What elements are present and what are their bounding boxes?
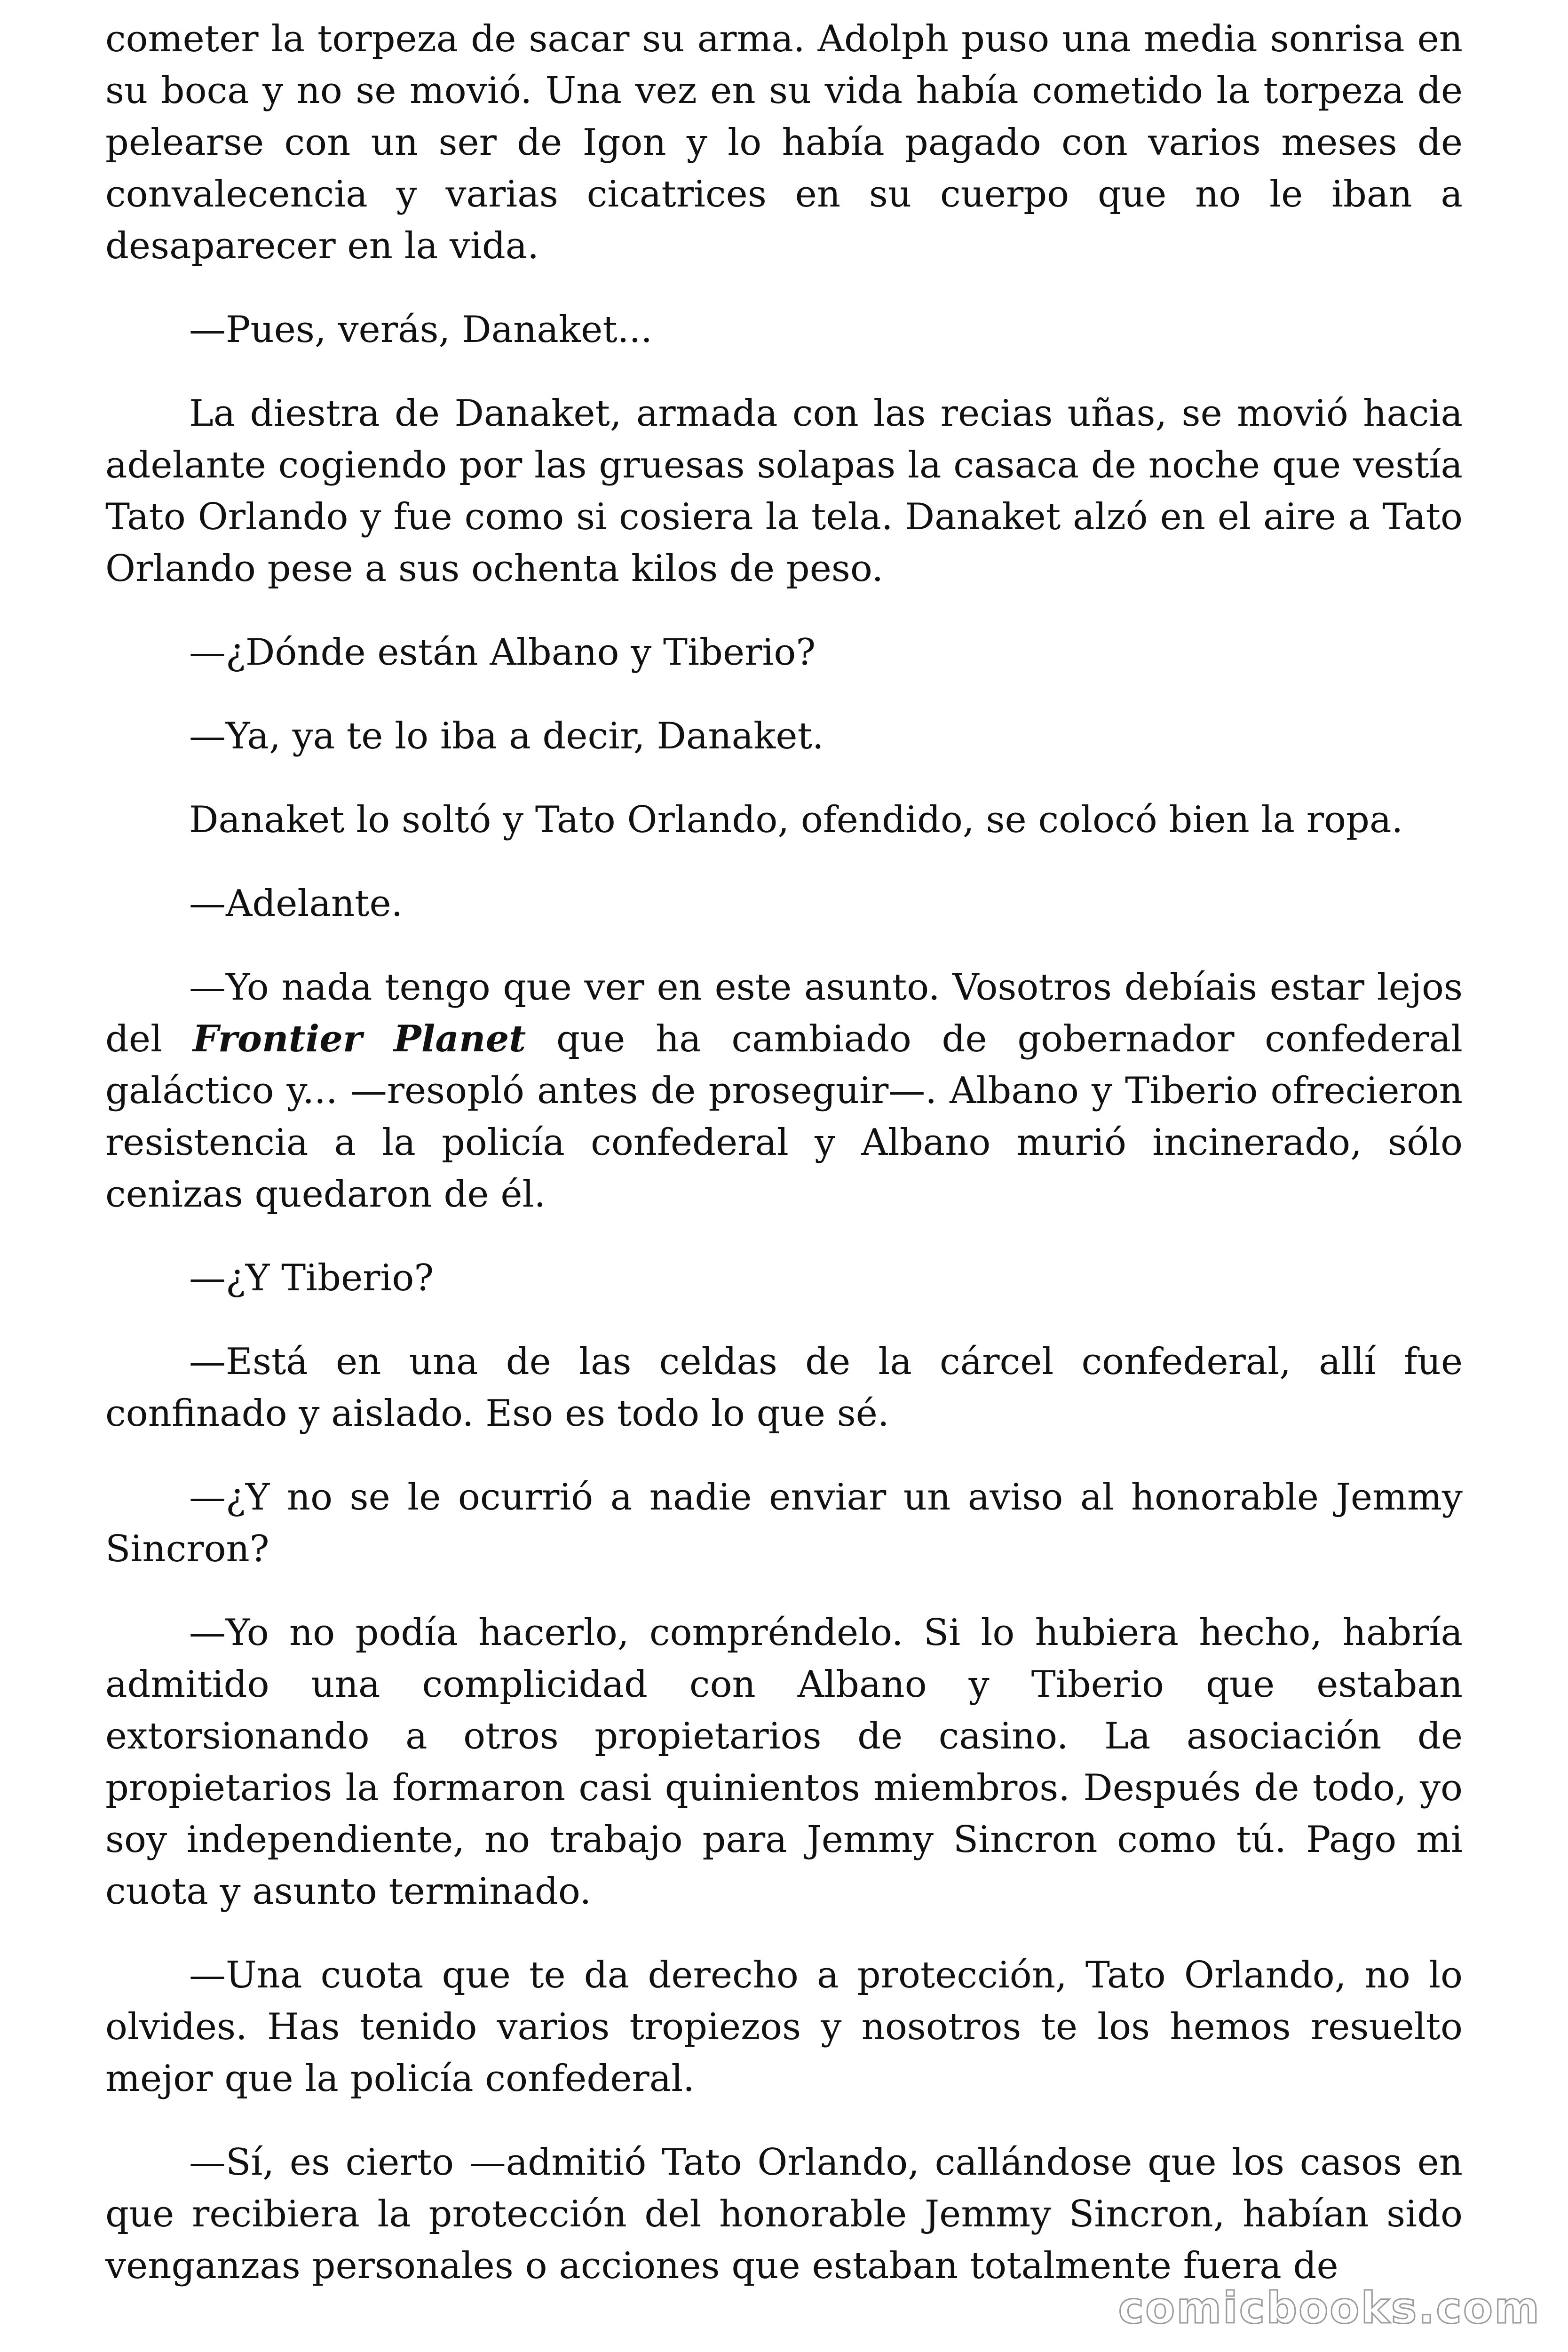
ship-name-emphasis: Frontier Planet xyxy=(192,1017,526,1060)
paragraph-dialogue: —Yo no podía hacerlo, compréndelo. Si lo hubiera hecho, habría admitido una complicidad con Albano y Tiberio que estaban extorsionando a otros propietarios de casino. La asociación de propietarios la formaron casi quinientos miembros. Después de todo, yo soy independiente, no trabajo para Jemmy Sincron como tú. Pago mi cuota y asunto terminado. xyxy=(105,1612,1463,1913)
body-text xyxy=(105,13,1463,2324)
paragraph-continued: cometer la torpeza de sacar su arma. Adolph puso una media sonrisa en su boca y no se movió. Una vez en su vida había cometido la torpeza de pelearse con un ser de Igon y lo había pagado con varios meses de convalecencia y varias cicatrices en su cuerpo que no le iban a desaparecer en la vida. xyxy=(105,18,1463,267)
paragraph-narration: Danaket lo soltó y Tato Orlando, ofendido, se colocó bien la ropa. xyxy=(189,799,1403,841)
paragraph-narration: La diestra de Danaket, armada con las recias uñas, se movió hacia adelante cogiendo por las gruesas solapas la casaca de noche que vestía Tato Orlando y fue como si cosiera la tela. Danaket alzó en el aire a Tato Orlando pese a sus ochenta kilos de peso. xyxy=(105,392,1463,590)
paragraph-dialogue: —Está en una de las celdas de la cárcel confederal, allí fue confinado y aislado. Eso es todo lo que sé. xyxy=(105,1341,1463,1435)
watermark: comicbooks.com xyxy=(1118,2283,1541,2333)
paragraph-dialogue: —Ya, ya te lo iba a decir, Danaket. xyxy=(189,715,824,757)
paragraph-dialogue xyxy=(105,961,1463,1220)
paragraph-dialogue: —¿Dónde están Albano y Tiberio? xyxy=(189,631,816,674)
paragraph-dialogue: —¿Y Tiberio? xyxy=(189,1257,434,1299)
paragraph-dialogue: —Sí, es cierto —admitió Tato Orlando, callándose que los casos en que recibiera la protección del honorable Jemmy Sincron, habían sido venganzas personales o acciones que estaban totalmente fuera de xyxy=(105,2141,1463,2287)
paragraph-dialogue: —Una cuota que te da derecho a protección, Tato Orlando, no lo olvides. Has tenido varios tropiezos y nosotros te los hemos resuelto mejor que la policía confederal. xyxy=(105,1954,1463,2100)
paragraph-text-after: que ha cambiado de gobernador confederal galáctico y... —resopló antes de proseguir—. Albano y Tiberio ofrecieron resistencia a la policía confederal y Albano murió incinerado, sólo cenizas quedaron de él. xyxy=(105,1018,1463,1216)
paragraph-dialogue: —Pues, verás, Danaket... xyxy=(189,309,653,351)
paragraph-text-before: —Yo nada tengo que ver en este asunto. Vosotros debíais estar lejos del xyxy=(105,966,1463,1060)
paragraph-dialogue: —Adelante. xyxy=(189,882,403,925)
paragraph-dialogue: —¿Y no se le ocurrió a nadie enviar un aviso al honorable Jemmy Sincron? xyxy=(105,1476,1463,1570)
